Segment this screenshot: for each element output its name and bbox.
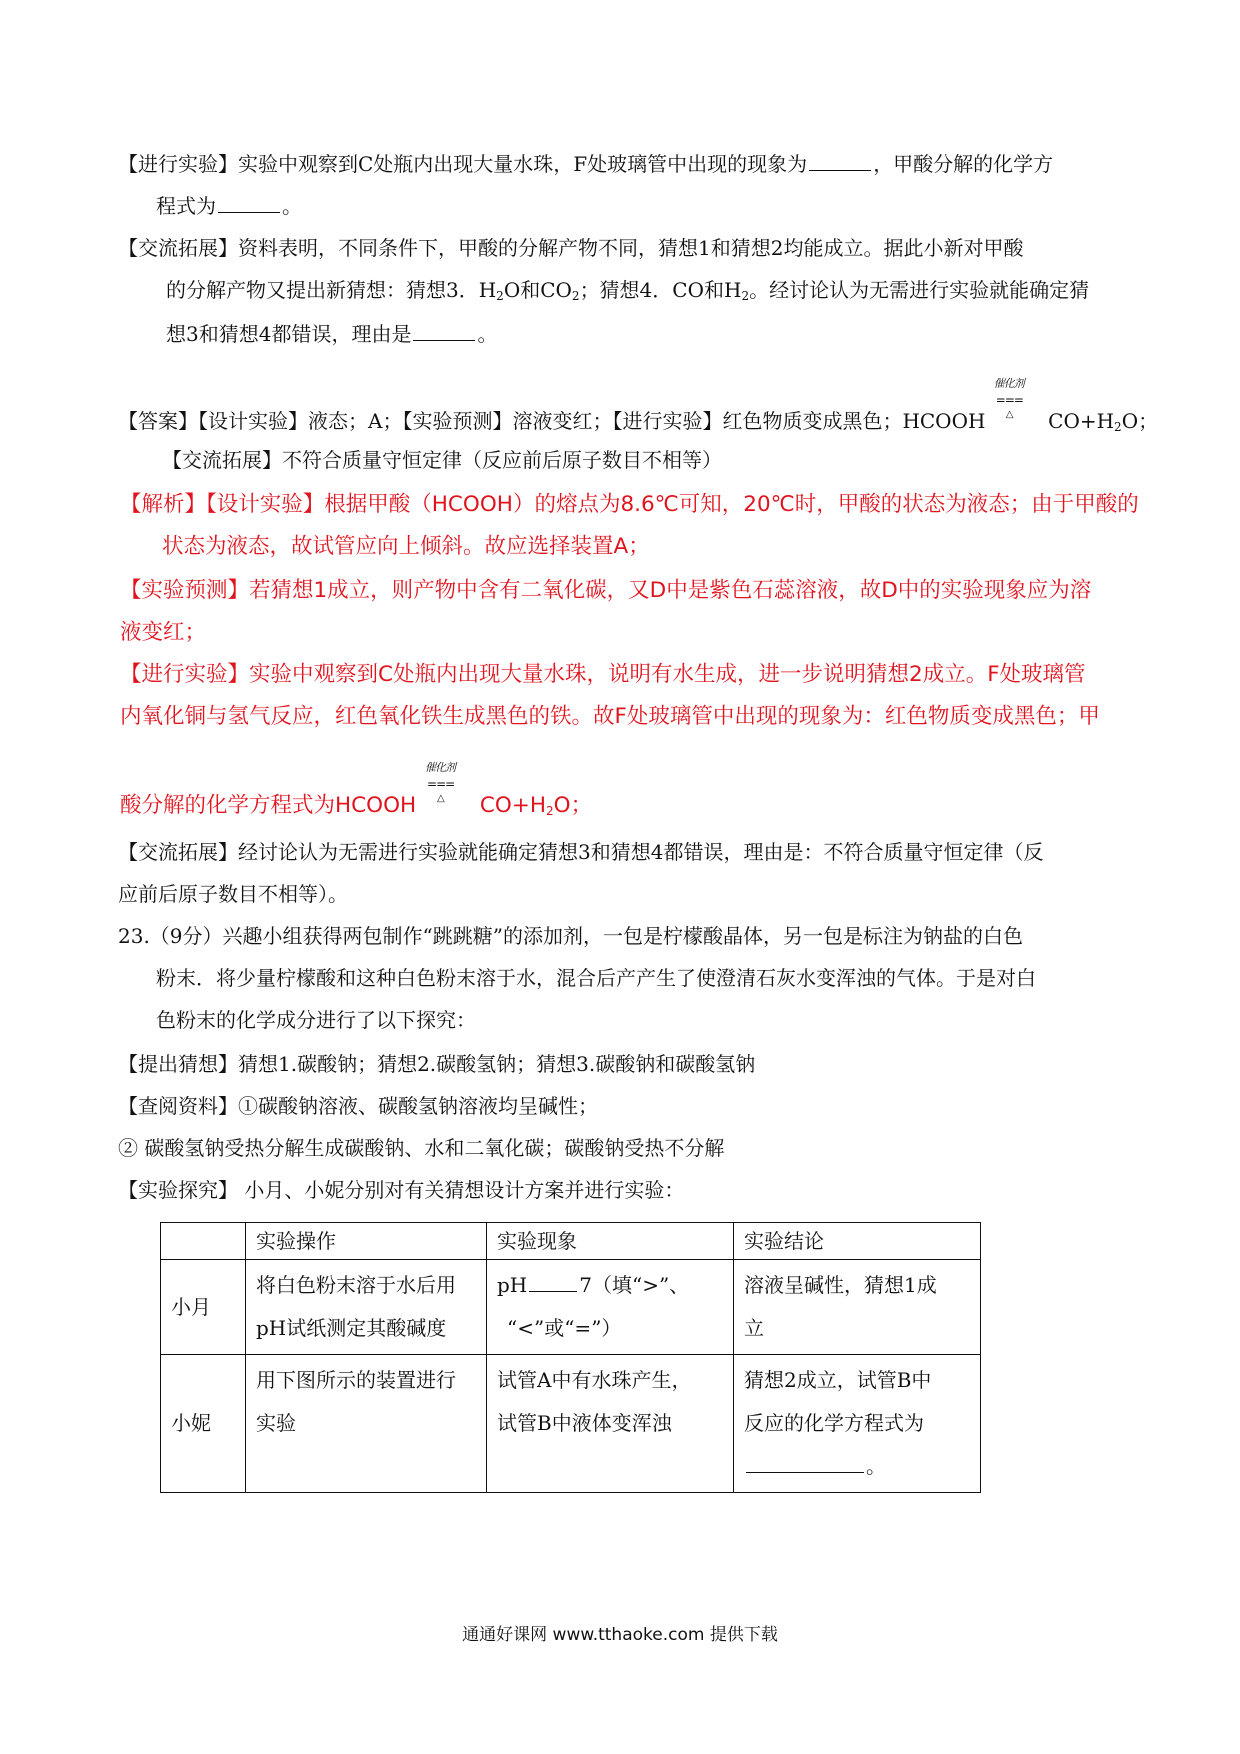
answer-line-2 [162, 450, 722, 470]
text: ② 碳酸氢钠受热分解生成碳酸钠、水和二氧化碳；碳酸钠受热不分解 [118, 1136, 725, 1160]
text: O和CO [503, 278, 572, 302]
text: pH [497, 1273, 528, 1297]
text: 想3和猜想4都错误，理由是 [166, 322, 412, 346]
text: 【交流拓展】经讨论认为无需进行实验就能确定猜想3和猜想4都错误，理由是：不符合质量守恒定律（反 [118, 840, 1044, 864]
analysis-line-7 [120, 761, 593, 818]
heat-icon: △ [1005, 409, 1014, 420]
analysis-line-5 [120, 664, 1086, 686]
text: 23.（9分）兴趣小组获得两包制作“跳跳糖”的添加剂，一包是柠檬酸晶体，另一包是标注为钠盐的白色 [118, 924, 1023, 948]
text: 【交流拓展】不符合质量守恒定律（反应前后原子数目不相等） [162, 448, 722, 472]
text: CO+H [1048, 409, 1115, 433]
equals-sign: === [427, 777, 455, 791]
cell-text: 猜想2成立，试管B中 [744, 1368, 932, 1392]
conclusion-cell [734, 1355, 981, 1493]
text: 【答案】【设计实验】液态；A；【实验预测】溶液变红；【进行实验】红色物质变成黑色；HCOOH [118, 409, 986, 433]
subscript: 2 [741, 289, 750, 303]
analysis-line-1 [120, 494, 1139, 516]
cell-text: 用下图所示的装置进行 [256, 1368, 456, 1392]
cell-text: 试管B中液体变浑浊 [497, 1411, 672, 1435]
phenomenon-cell [487, 1355, 734, 1493]
operation-cell [246, 1355, 487, 1493]
catalyst-mark [423, 761, 473, 812]
equals-sign: === [995, 393, 1023, 407]
footer-credit: 通通好课网 www.tthaoke.com 提供下载 [462, 1625, 778, 1645]
text: 粉末．将少量柠檬酸和这种白色粉末溶于水，混合后产产生了使澄清石灰水变浑浊的气体。于是对白 [156, 966, 1036, 990]
text: 。 [282, 194, 302, 218]
text: 【查阅资料】①碳酸钠溶液、碳酸氢钠溶液均呈碱性； [118, 1094, 598, 1118]
catalyst-mark [992, 377, 1042, 428]
cell-text: 实验 [256, 1411, 296, 1435]
answer-blank [746, 1454, 864, 1473]
table-header-cell: 实验操作 [246, 1223, 487, 1260]
subscript: 2 [1114, 420, 1122, 434]
table-row [161, 1355, 981, 1493]
catalyst-label: 催化剂 [993, 377, 1024, 390]
analysis-line-6 [120, 706, 1100, 728]
discussion-line-3 [166, 322, 497, 344]
answer-line-1 [118, 377, 1159, 434]
conclusion-cell [734, 1260, 981, 1355]
text: 【进行实验】实验中观察到C处瓶内出现大量水珠，说明有水生成，进一步说明猜想2成立。F处玻璃管 [120, 662, 1086, 687]
subscript: 2 [496, 289, 504, 303]
text: ；猜想4．CO和H [579, 278, 742, 302]
text: 内氧化铜与氢气反应，红色氧化铁生成黑色的铁。故F处玻璃管中出现的现象为：红色物质变成黑色；甲 [120, 704, 1100, 729]
text: 应前后原子数目不相等）。 [118, 882, 348, 906]
text: 的分解产物又提出新猜想：猜想3．H [166, 278, 497, 302]
text: 【解析】【设计实验】根据甲酸（HCOOH）的熔点为8.6℃可知，20℃时，甲酸的状态为液态；由于甲酸的 [120, 492, 1139, 517]
cell-text [497, 1264, 723, 1307]
analysis-line-3 [120, 580, 1091, 602]
text: 酸分解的化学方程式为HCOOH [120, 793, 417, 818]
text: 。经讨论认为无需进行实验就能确定猜 [749, 278, 1090, 302]
operation-cell [246, 1260, 487, 1355]
explore-line [118, 1180, 684, 1200]
table-row [161, 1260, 981, 1355]
answer-blank [529, 1273, 577, 1292]
cell-text [744, 1445, 970, 1488]
catalyst-label: 催化剂 [425, 761, 456, 774]
cell-text: 试管A中有水珠产生， [497, 1368, 692, 1392]
table-header-row [161, 1223, 981, 1260]
analysis-line-4 [120, 622, 206, 644]
text: 【实验探究】 小月、小妮分别对有关猜想设计方案并进行实验： [118, 1178, 685, 1202]
extension-line-1 [118, 842, 1043, 862]
text: 液变红； [120, 620, 207, 645]
cell-text: 溶液呈碱性，猜想1成 [744, 1273, 937, 1297]
subscript: 2 [571, 289, 580, 303]
question-line-1 [118, 926, 1023, 946]
discussion-line-1 [118, 238, 1023, 258]
cell-text: 反应的化学方程式为 [744, 1411, 924, 1435]
text: 【进行实验】实验中观察到C处瓶内出现大量水珠，F处玻璃管中出现的现象为 [118, 152, 808, 176]
text: 【交流拓展】资料表明，不同条件下，甲酸的分解产物不同，猜想1和猜想2均能成立。据此小新对甲酸 [118, 236, 1024, 260]
cell-text: 立 [744, 1316, 764, 1340]
answer-blank [809, 152, 871, 171]
experiment-line-2 [156, 194, 302, 216]
reference-line-2 [118, 1138, 724, 1158]
subscript: 2 [546, 804, 554, 818]
table-header-cell: 实验结论 [734, 1223, 981, 1260]
text: 7（填“>”、 [579, 1273, 690, 1297]
row-name: 小月 [161, 1260, 246, 1355]
text: 色粉末的化学成分进行了以下探究： [156, 1008, 476, 1032]
cell-text: pH试纸测定其酸碱度 [256, 1316, 447, 1340]
text: 【实验预测】若猜想1成立，则产物中含有二氧化碳，又D中是紫色石蕊溶液，故D中的实验现象应为溶 [120, 578, 1092, 603]
hypothesis-line [118, 1054, 755, 1074]
discussion-line-2 [166, 280, 1089, 302]
text: ，甲酸分解的化学方 [873, 152, 1054, 176]
cell-text: “<”或“=”） [507, 1316, 622, 1340]
answer-blank [218, 194, 280, 213]
analysis-line-2 [162, 536, 650, 558]
experiment-line-1 [118, 152, 1053, 174]
text: 状态为液态，故试管应向上倾斜。故应选择装置A； [162, 534, 650, 559]
extension-line-2 [118, 884, 348, 904]
experiment-table [160, 1222, 981, 1493]
answer-blank [413, 322, 475, 341]
question-line-2 [156, 968, 1036, 988]
row-name: 小妮 [161, 1355, 246, 1493]
phenomenon-cell [487, 1260, 734, 1355]
reference-line-1 [118, 1096, 598, 1116]
text: 【提出猜想】猜想1.碳酸钠；猜想2.碳酸氢钠；猜想3.碳酸钠和碳酸氢钠 [118, 1052, 756, 1076]
text: 。 [477, 322, 498, 346]
text: 程式为 [156, 194, 216, 218]
cell-text: 将白色粉末溶于水后用 [256, 1273, 456, 1297]
question-line-3 [156, 1010, 476, 1030]
cell-spacer [256, 1445, 476, 1488]
table-header-cell [161, 1223, 246, 1260]
text: O； [553, 793, 593, 818]
text: CO+H [479, 793, 547, 818]
text: 。 [866, 1454, 886, 1478]
heat-icon: △ [437, 793, 445, 804]
table-header-cell: 实验现象 [487, 1223, 734, 1260]
text: O； [1121, 409, 1159, 433]
